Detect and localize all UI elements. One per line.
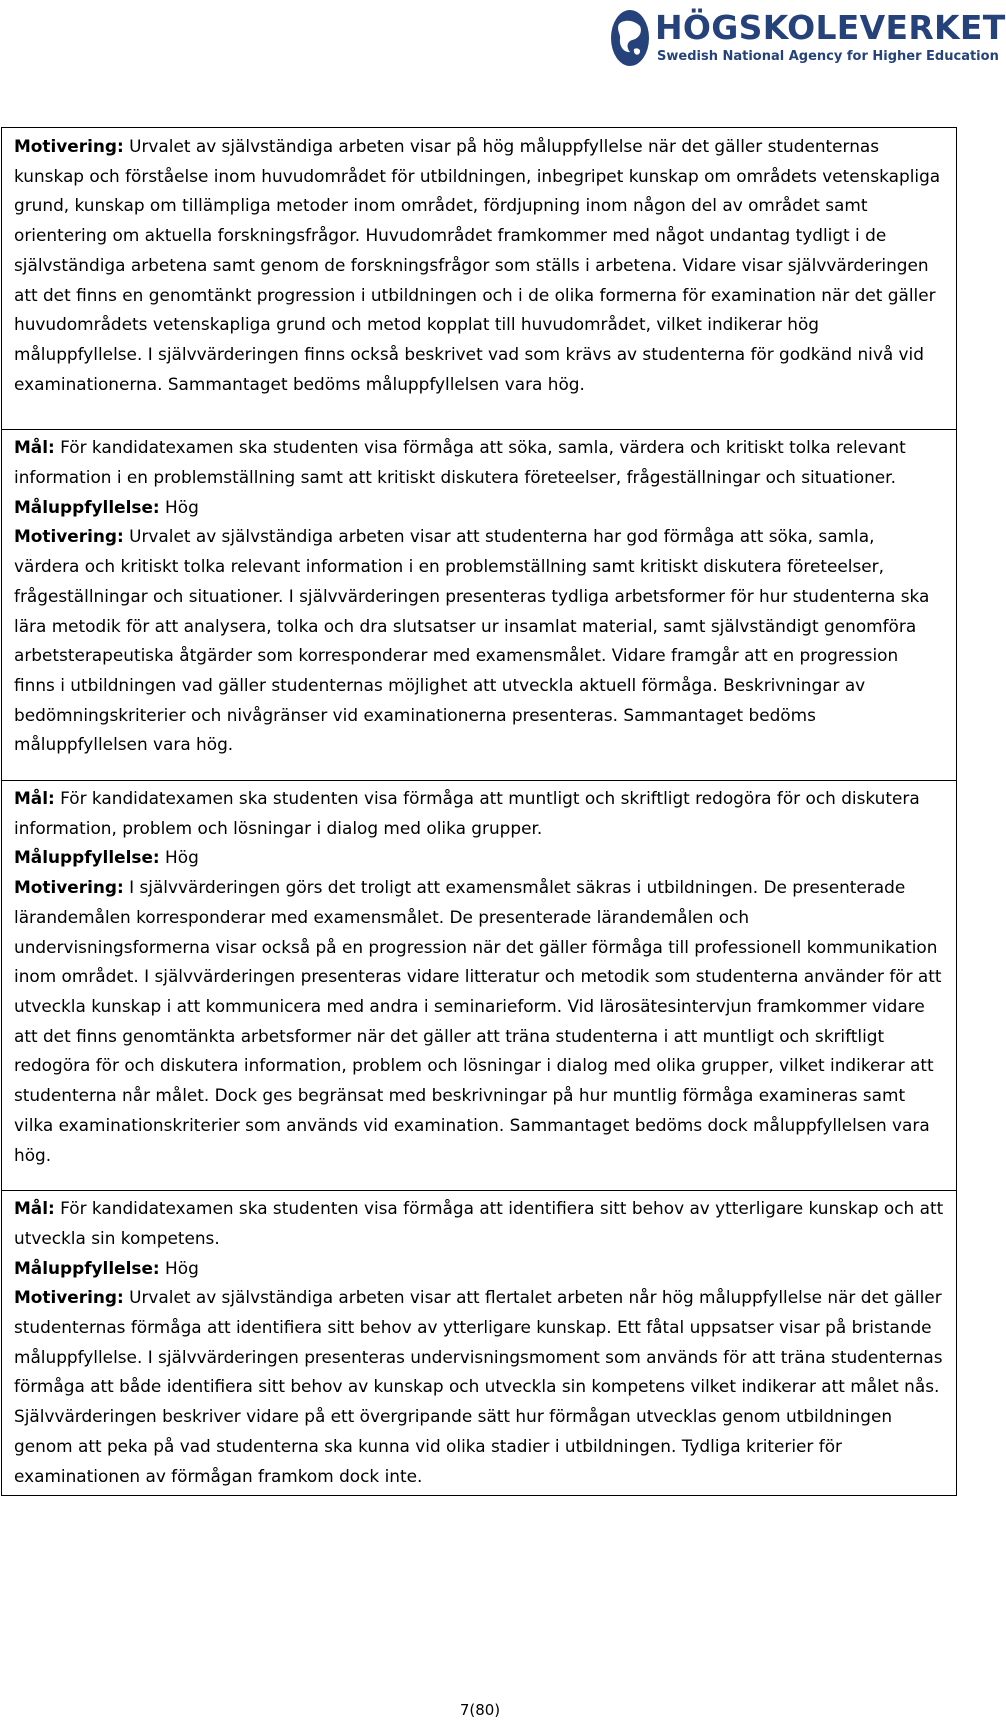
- assessment-cell: [2, 781, 957, 1191]
- maluppfyllelse-paragraph: [14, 493, 944, 523]
- mal-text: För kandidatexamen ska studenten visa förmåga att söka, samla, värdera och kritiskt tolka relevant information i en problemställning samt att kritiskt diskutera företeelser, frågeställningar och situationer.: [14, 437, 906, 488]
- mal-label: Mål:: [14, 437, 55, 458]
- maluppfyllelse-value: Hög: [165, 1257, 199, 1278]
- motivering-label: Motivering:: [14, 136, 124, 156]
- page-number: 7(80): [459, 1701, 501, 1719]
- header-logo: [610, 6, 1006, 70]
- maluppfyllelse-label: Måluppfyllelse:: [14, 496, 160, 517]
- maluppfyllelse-label: Måluppfyllelse:: [14, 1257, 160, 1278]
- mal-text: För kandidatexamen ska studenten visa förmåga att muntligt och skriftligt redogöra för och diskutera information, problem och lösningar i dialog med olika grupper.: [14, 788, 920, 838]
- maluppfyllelse-label: Måluppfyllelse:: [14, 847, 160, 868]
- logo-name: HÖGSKOLEVERKET: [655, 8, 1006, 47]
- maluppfyllelse-paragraph: [14, 1254, 944, 1284]
- table-row: [2, 1191, 957, 1496]
- motivering-text: Urvalet av självständiga arbeten visar att studenterna har god förmåga att söka, samla, värdera och kritiskt tolka relevant information i en problemställning samt kritiskt diskutera företeelser, frågeställningar och situationer. I självvärderingen presenteras tydliga arbetsformer för hur studenterna ska lära metodik för att analysera, tolka och dra slutsatser ur insamlat material, samt självständigt genomföra arbetsterapeutiska åtgärder som korresponderar med examensmålet. Vidare framgår att en progression finns i utbildningen vad gäller studenternas möjlighet att utveckla aktuell förmåga. Beskrivningar av bedömningskriterier och nivågränser vid examinationerna presenteras. Sammantaget bedöms måluppfyllelsen vara hög.: [14, 526, 930, 755]
- table-row: [2, 781, 957, 1191]
- table-row: [2, 128, 957, 430]
- mal-label: Mål:: [14, 788, 55, 809]
- assessment-cell: [2, 128, 957, 430]
- mal-label: Mål:: [14, 1198, 55, 1219]
- motivering-paragraph: [14, 873, 944, 1170]
- assessment-table: [1, 127, 957, 1496]
- motivering-label: Motivering:: [14, 877, 124, 898]
- globe-icon: [610, 9, 650, 67]
- logo-subtitle: Swedish National Agency for Higher Education: [657, 49, 999, 64]
- assessment-cell: [2, 430, 957, 781]
- motivering-label: Motivering:: [14, 526, 124, 547]
- motivering-label: Motivering:: [14, 1287, 124, 1308]
- motivering-text: Urvalet av självständiga arbeten visar att flertalet arbeten når hög måluppfyllelse när det gäller studenternas förmåga att identifiera sitt behov av ytterligare kunskap. Ett fåtal uppsatser visar på bristande måluppfyllelse. I självvärderingen presenteras undervisningsmoment som används för att träna studenternas förmåga att både identifiera sitt behov av kunskap och utveckla sin kompetens vilket indikerar att målet nås. Självvärderingen beskriver vidare på ett övergripande sätt hur förmågan utvecklas genom utbildningen genom att peka på vad studenterna ska kunna vid olika stadier i utbildningen. Tydliga kriterier för examinationen av förmågan framkom dock inte.: [14, 1287, 943, 1486]
- motivering-paragraph: [14, 522, 944, 760]
- maluppfyllelse-value: Hög: [165, 847, 199, 868]
- maluppfyllelse-value: Hög: [165, 496, 199, 517]
- motivering-paragraph: [14, 1283, 944, 1491]
- motivering-text: I självvärderingen görs det troligt att examensmålet säkras i utbildningen. De presenterade lärandemålen korresponderar med examensmålet. De presenterade lärandemålen och undervisningsformerna visar också på en progression när det gäller förmåga till professionell kommunikation inom området. I självvärderingen presenteras vidare litteratur och metodik som studenterna använder för att utveckla kunskap i att kommunicera med andra i seminarieform. Vid lärosätesintervjun framkommer vidare att det finns genomtänkta arbetsformer när det gäller att träna studenterna i att muntligt och skriftligt redogöra för och diskutera information, problem och lösningar i dialog med olika grupper, vilket indikerar att studenterna når målet. Dock ges begränsat med beskrivningar på hur muntlig förmåga examineras samt vilka examinationskriterier som används vid examination. Sammantaget bedöms dock måluppfyllelsen vara hög.: [14, 877, 942, 1165]
- mal-paragraph: [14, 433, 944, 492]
- maluppfyllelse-paragraph: [14, 843, 944, 873]
- table-row: [2, 430, 957, 781]
- assessment-cell: [2, 1191, 957, 1496]
- mal-paragraph: [14, 1194, 944, 1253]
- motivering-paragraph: [14, 132, 944, 399]
- motivering-text: Urvalet av självständiga arbeten visar på hög måluppfyllelse när det gäller studenternas kunskap och förståelse inom huvudområdet för utbildningen, inbegripet kunskap om områdets vetenskapliga grund, kunskap om tillämpliga metoder inom området, fördjupning inom någon del av området samt orientering om aktuella forskningsfrågor. Huvudområdet framkommer med något undantag tydligt i de självständiga arbetena samt genom de forskningsfrågor som ställs i arbetena. Vidare visar självvärderingen att det finns en genomtänkt progression i utbildningen och i de olika formerna för examination när det gäller huvudområdets vetenskapliga grund och metod kopplat till huvudområdet, vilket indikerar hög måluppfyllelse. I självvärderingen finns också beskrivet vad som krävs av studenterna för godkänd nivå vid examinationerna. Sammantaget bedöms måluppfyllelsen vara hög.: [14, 136, 941, 394]
- mal-paragraph: [14, 784, 944, 843]
- mal-text: För kandidatexamen ska studenten visa förmåga att identifiera sitt behov av ytterligare kunskap och att utveckla sin kompetens.: [14, 1198, 944, 1248]
